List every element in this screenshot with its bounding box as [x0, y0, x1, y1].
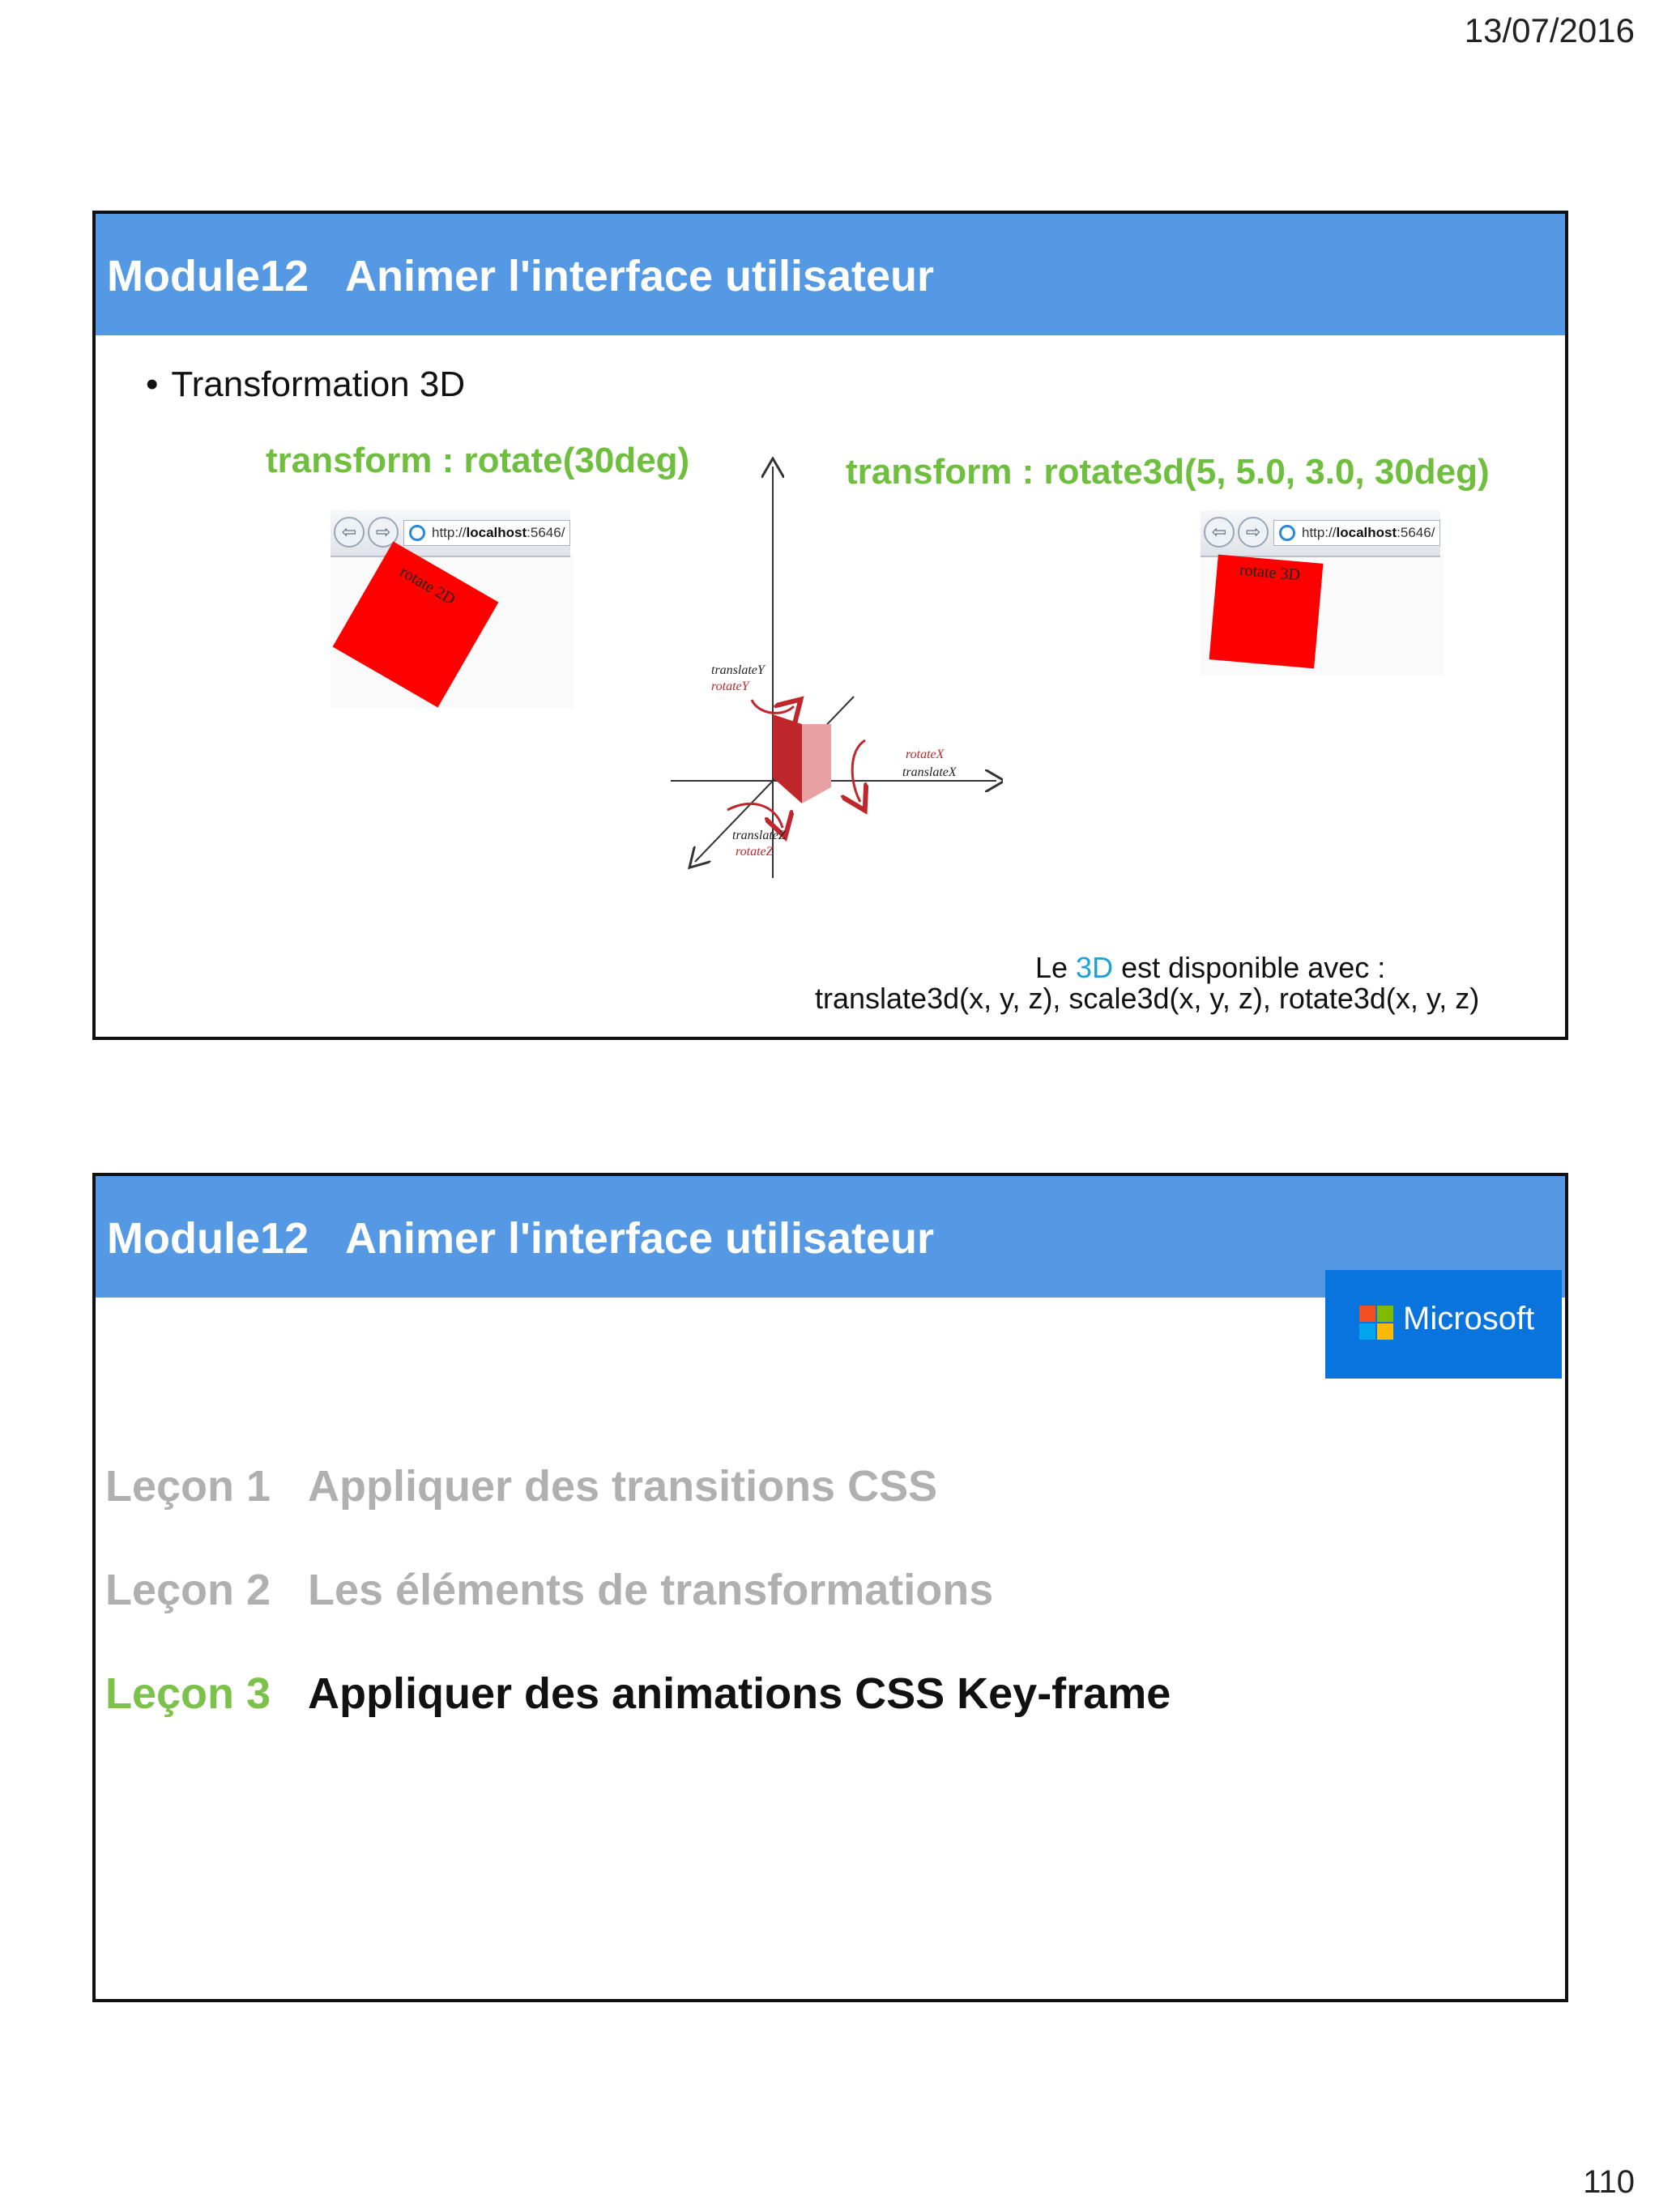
rotate-z-arrow	[727, 803, 783, 828]
ie-logo-icon	[409, 525, 425, 541]
plane-front	[773, 714, 802, 803]
slide-title: Animer l'interface utilisateur	[345, 1214, 935, 1263]
browser-toolbar-right	[1201, 510, 1440, 557]
lesson-number: Leçon 2	[105, 1566, 271, 1614]
square-label-left: rotate 2D	[396, 562, 458, 609]
lesson-number: Leçon 3	[105, 1669, 271, 1718]
plane-back	[802, 724, 831, 803]
lesson-title: Les éléments de transformations	[308, 1566, 994, 1614]
address-bar	[1273, 520, 1440, 546]
module-label: Module12	[107, 252, 309, 300]
rotate-x-arrow	[852, 740, 865, 802]
note-line-2: translate3d(x, y, z), scale3d(x, y, z), rotate3d(x, y, z)	[815, 982, 1480, 1015]
slide-title: Animer l'interface utilisateur	[345, 252, 935, 300]
label-translate-z: translateZ	[732, 829, 786, 842]
bullet-text: Transformation 3D	[171, 364, 466, 404]
url-host: localhost	[466, 525, 527, 540]
microsoft-logo-icon	[1359, 1306, 1393, 1340]
url-rest: :5646/	[527, 525, 565, 540]
lesson-title: Appliquer des transitions CSS	[308, 1462, 938, 1511]
url-host: localhost	[1336, 525, 1397, 540]
forward-arrow-icon: ⇨	[1238, 517, 1269, 548]
slide-transformation-3d	[92, 211, 1568, 1040]
ie-logo-icon	[1279, 525, 1295, 541]
address-bar	[403, 520, 570, 546]
code-rotate-2d: transform : rotate(30deg)	[266, 441, 690, 480]
microsoft-badge	[1325, 1270, 1562, 1379]
lesson-title: Appliquer des animations CSS Key-frame	[308, 1669, 1171, 1718]
3d-axes-diagram	[663, 457, 1003, 886]
lesson-3-current	[105, 1669, 1171, 1719]
slide-header	[96, 214, 1565, 335]
url-prefix: http://	[1302, 525, 1337, 540]
back-arrow-icon: ⇦	[1204, 517, 1235, 548]
label-translate-x: translateX	[902, 765, 957, 779]
browser-toolbar-left	[331, 510, 570, 557]
page-date: 13/07/2016	[1464, 11, 1635, 49]
lesson-1	[105, 1461, 937, 1511]
label-rotate-y: rotateY	[711, 680, 749, 693]
label-translate-y: translateY	[711, 663, 765, 677]
label-rotate-z: rotateZ	[736, 845, 774, 859]
slide-lessons	[92, 1173, 1568, 2002]
bullet-icon: •	[146, 364, 159, 404]
url-rest: :5646/	[1397, 525, 1435, 540]
lesson-number: Leçon 1	[105, 1462, 271, 1511]
back-arrow-icon: ⇦	[334, 517, 365, 548]
microsoft-wordmark: Microsoft	[1403, 1301, 1535, 1336]
module-label: Module12	[107, 1214, 309, 1263]
url-prefix: http://	[432, 525, 467, 540]
label-rotate-x: rotateX	[906, 748, 945, 761]
note-accent: 3D	[1076, 951, 1114, 984]
note-line-1: Le 3D est disponible avec :	[1035, 951, 1386, 984]
square-label-right: rotate 3D	[1239, 560, 1301, 585]
code-rotate-3d: transform : rotate3d(5, 5.0, 3.0, 30deg)	[846, 452, 1490, 492]
forward-arrow-icon: ⇨	[368, 517, 399, 548]
bullet-item	[146, 364, 465, 405]
page-number: 110	[1583, 2164, 1635, 2200]
lesson-2	[105, 1565, 993, 1615]
